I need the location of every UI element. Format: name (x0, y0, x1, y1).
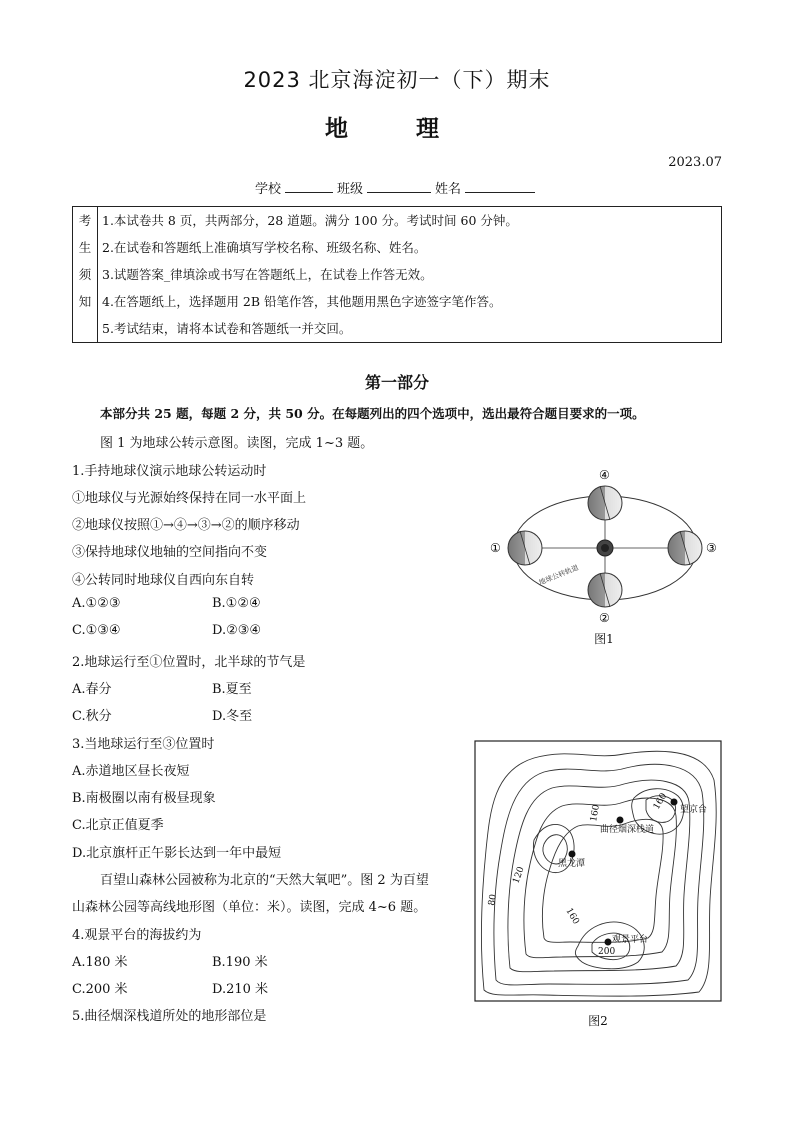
q4-options-row (72, 978, 268, 997)
q3-option-a[interactable]: A.赤道地区昼长夜短 (72, 764, 190, 779)
school-blank (285, 178, 333, 193)
contour-label-160-b: 160 (651, 791, 670, 812)
q4-option-c[interactable]: C.200 米 (72, 982, 128, 997)
name-label: 姓名 (435, 182, 462, 197)
platform-label: 观景平台 (612, 935, 649, 945)
exam-notice-table (72, 206, 722, 343)
contour-label-160-c: 160 (589, 803, 602, 823)
temple-marker (569, 851, 576, 858)
q2-option-d[interactable]: D.冬至 (212, 709, 253, 724)
q2-option-b[interactable]: B.夏至 (212, 682, 252, 697)
q2-option-c[interactable]: C.秋分 (72, 709, 112, 724)
peak-label: 望京台 (680, 805, 708, 815)
subject-title: 地 理 (324, 116, 469, 142)
q1-option-c[interactable]: C.①③④ (72, 623, 121, 638)
q4-stem: 4.观景平台的海拔约为 (72, 928, 202, 943)
q1-statement: ②地球仪按照①→④→③→②的顺序移动 (72, 518, 300, 533)
position-label-4: ④ (599, 468, 610, 482)
q1-option-a[interactable]: A.①②③ (72, 596, 121, 611)
position-label-1: ① (490, 541, 501, 555)
fig2-intro-line2: 山森林公园等高线地形图（单位：米）。读图，完成 4~6 题。 (72, 900, 427, 915)
exam-title: 2023 北京海淀初一（下）期末 (243, 68, 551, 92)
class-blank (367, 178, 431, 193)
fig2-caption: 图2 (588, 1014, 608, 1028)
q1-option-d[interactable]: D.②③④ (212, 623, 262, 638)
notice-item: 1.本试卷共 8 页，共两部分，28 道题。满分 100 分。考试时间 60 分钟。 (102, 213, 518, 228)
fig2-intro-line1: 百望山森林公园被称为北京的“天然大氧吧”。图 2 为百望 (100, 873, 429, 888)
earth-position-4 (588, 486, 622, 520)
earth-position-3 (668, 531, 702, 565)
q1-option-b[interactable]: B.①②④ (212, 596, 261, 611)
notice-side-char: 考 (78, 213, 92, 228)
q3-option-c[interactable]: C.北京正值夏季 (72, 818, 164, 833)
notice-side-spacer (73, 315, 97, 342)
orbit-label: 地球公转轨道 (537, 563, 580, 587)
notice-item: 3.试题答案_律填涂或书写在答题纸上，在试卷上作答无效。 (102, 267, 433, 282)
q3-option-d[interactable]: D.北京旗杆正午影长达到一年中最短 (72, 846, 282, 861)
q3-option-b[interactable]: B.南极圈以南有极昼现象 (72, 791, 216, 806)
fig1-caption: 图1 (594, 632, 614, 646)
notice-item: 2.在试卷和答题纸上准确填写学校名称、班级名称、姓名。 (102, 240, 427, 255)
peak-marker (671, 799, 678, 806)
contour-label-160-a: 160 (563, 906, 581, 927)
earth-position-2 (588, 573, 622, 607)
part-intro: 本部分共 25 题，每题 2 分，共 50 分。在每题列出的四个选项中，选出最符合题目要求的一项。 (100, 406, 645, 421)
part-title: 第一部分 (364, 373, 429, 392)
position-label-3: ③ (706, 541, 717, 555)
earth-revolution-diagram (480, 465, 730, 625)
q1-stem: 1.手持地球仪演示地球公转运动时 (72, 464, 267, 479)
q3-stem: 3.当地球运行至③位置时 (72, 737, 215, 752)
class-label: 班级 (337, 182, 364, 197)
q2-stem: 2.地球运行至①位置时，北半球的节气是 (72, 655, 306, 670)
q4-option-a[interactable]: A.180 米 (72, 955, 128, 970)
q4-option-d[interactable]: D.210 米 (212, 982, 269, 997)
platform-marker (605, 939, 612, 946)
contour-label-200: 200 (598, 947, 616, 957)
q5-stem: 5.曲径烟深栈道所处的地形部位是 (72, 1009, 267, 1024)
notice-side-label (73, 207, 98, 343)
q1-statement: ①地球仪与光源始终保持在同一水平面上 (72, 491, 307, 506)
notice-side-char: 须 (78, 267, 92, 282)
contour-map (474, 740, 722, 1002)
trail-label: 曲径烟深栈道 (600, 825, 655, 835)
notice-items (98, 207, 722, 343)
trail-marker (617, 817, 624, 824)
student-info-line (255, 178, 535, 197)
notice-side-char: 知 (78, 294, 92, 309)
q1-statement: ③保持地球仪地轴的空间指向不变 (72, 545, 268, 560)
q4-option-b[interactable]: B.190 米 (212, 955, 268, 970)
q2-option-a[interactable]: A.春分 (72, 682, 112, 697)
q2-options-row (72, 705, 252, 724)
notice-item: 5.考试结束，请将本试卷和答题纸一并交回。 (102, 321, 352, 336)
sun-core (601, 544, 609, 552)
name-blank (465, 178, 535, 193)
temple-label: 黑龙潭 (558, 859, 586, 869)
exam-date: 2023.07 (668, 155, 722, 170)
contour-label-120: 120 (511, 865, 527, 886)
school-label: 学校 (255, 182, 282, 197)
q2-options-row (72, 678, 252, 697)
fig1-intro: 图 1 为地球公转示意图。读图，完成 1~3 题。 (100, 436, 374, 451)
contour-label-80: 80 (487, 893, 499, 907)
earth-position-1 (508, 531, 542, 565)
position-label-2: ② (599, 611, 610, 625)
q1-options-row (72, 596, 261, 611)
q1-options-row (72, 623, 261, 638)
notice-side-char: 生 (78, 240, 92, 255)
q1-statement: ④公转同时地球仪自西向东自转 (72, 573, 255, 588)
notice-item: 4.在答题纸上，选择题用 2B 铅笔作答，其他题用黑色字迹签字笔作答。 (102, 294, 502, 309)
q4-options-row (72, 951, 268, 970)
